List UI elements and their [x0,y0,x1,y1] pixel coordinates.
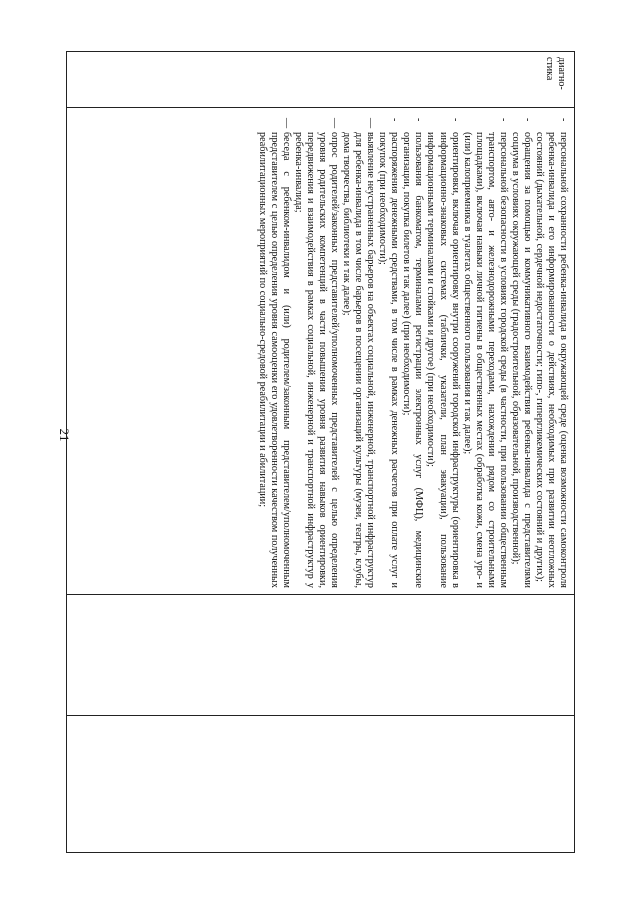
item-marker: — [365,118,377,129]
list-item [376,116,400,588]
item-marker: - [449,118,461,122]
list-item [292,116,340,588]
services-table [66,51,575,853]
list-item [340,116,376,588]
list-item [533,116,569,588]
item-marker: — [329,118,341,129]
list-item [509,116,533,588]
list-item [400,116,424,588]
description-cell [67,108,574,595]
item-marker: — [280,118,292,129]
item-text: распоряжения денежными средствами, в том числе в рамках денежных расчетов при оплате услуг и покупок (при необходимости); [377,132,401,588]
item-text: выявление неустраненных барьеров на объектах социальной, инженерной, транспортной инфраструктур для ребенка-инвалида в том числе барьеров в посещении организаций культуры (музеи, театры, клубы, дома творчества, библиотеки и так далее); [341,132,377,588]
item-text: обращения за помощью и коммуникативного взаимодействия ребенка-инвалида с представителями социума в условиях окружающей среды (градостроительной, образовательной, производственной); [509,132,533,588]
item-text: персональной безопасности в условиях городской среды (в частности, при пользовании общественным транспортом, авто- и железнодорожными переходами, нахождении рядом со строительными площадками), включая навыки личной гигиены в общественных местах (обработка кожи, смена уро- и (или) калоприемника в туалетах общественного пользования и так далее); [461,132,509,588]
empty-cell [67,595,574,716]
item-text: опрос родителей/законных представителей/уполномоченных представителей с целью определения уровня родительских компетенций в части повышения уровня развития навыков ориентировки, передвижения и взаимодействия в рамках социальной, инженерной и транспортной инфраструктур у ребенка-инвалида; [292,132,341,588]
item-text: ориентировки, включая ориентировку внутри сооружений городской инфраструктуры (ориентировка в информационно-знаковых системах (таблички, указатели, план эвакуации), пользование информационными терминалами и стойками и другое) (при необходимости); [425,132,461,588]
item-text: беседа с ребенком-инвалидом и (или) родителем/законным представителем/уполномоченным представителем с целью определения уровня самооценки его удовлетворенности качеством полученных реабилитационных мероприятий по социально-средовой реабилитации и абилитации; [256,132,292,588]
item-marker: - [521,118,533,122]
item-marker: - [558,118,569,122]
list-item [424,116,460,588]
list-item [461,116,509,588]
item-text: пользования банкоматом, терминалами регистрации электронных услуг (МФЦ), медицинские организации, покупка билетов и так далее) (при необходимости); [401,132,425,588]
item-text: персональной сохранности ребенка-инвалида в окружающей среде (оценка возможности самоконтроля ребенка-инвалида и его информированности о действиях, необходимых при развитии неотложных состояний (дыхательной, сердечной недостаточности; гипо-, гипергликемических состояний и других); [533,132,569,588]
table-body [66,51,575,853]
description-list [256,116,569,588]
category-label: диагно-стика [544,57,567,90]
list-item [256,116,292,588]
category-cell [67,52,574,108]
item-marker: - [389,118,401,122]
empty-cell [67,716,574,852]
item-marker: - [497,118,509,122]
item-marker: - [413,118,425,122]
page-number: 21 [57,428,72,442]
